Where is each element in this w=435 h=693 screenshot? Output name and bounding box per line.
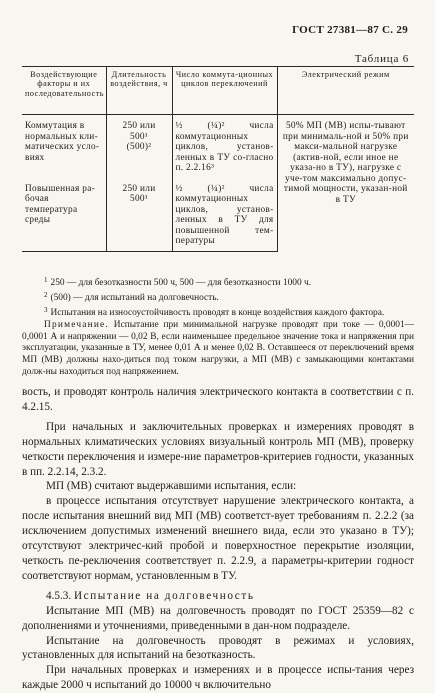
paragraph: Испытание на долговечность проводят в режимах и условиях, установленных для испытаний на безотказность.: [22, 634, 414, 662]
section-heading: [22, 589, 414, 604]
page-header: ГОСТ 27381—87 С. 29: [292, 24, 408, 36]
cell-mode: 50% МП (МВ) испы-тывают при минималь-ной и 50% при макси-мальной нагрузке (актив-ной, если иное не указа-но в ТУ), нагрузке с уче-том максимально допус-тимой мощности, указан-ной в ТУ: [277, 115, 414, 252]
paragraph: Испытание МП (МВ) на долговечность проводят по ГОСТ 25359—82 с дополнениями и уточнениями, приведенными в дан-ном подразделе.: [22, 604, 414, 632]
table-header-row: [22, 67, 414, 115]
footnote: [22, 304, 414, 319]
note-lead: Примечание.: [44, 320, 109, 330]
footnote-text: (500) — для испытаний на долговечность.: [50, 293, 219, 303]
table-note: [22, 320, 414, 379]
table-caption: Таблица 6: [354, 53, 409, 65]
header-cycles: Число коммута-ционных циклов переключений: [172, 67, 277, 115]
cell-cycles: ½ (¼)² числа коммутационных циклов, установ-ленных в ТУ для повышенной тем-пературы: [172, 174, 277, 252]
paragraph: вость, и проводят контроль наличия электрического контакта в соответствии с п. 4.2.15.: [22, 386, 414, 413]
footnote-text: 250 — для безотказности 500 ч, 500 — для безотказности 1000 ч.: [50, 278, 312, 288]
test-table: [22, 66, 414, 252]
paragraph: При начальных проверках и измерениях и в процессе испы-тания через каждые 2000 ч испытаний до 10000 ч включительно: [22, 664, 414, 692]
cell-factor: Повышенная ра-бочая температура среды: [22, 174, 106, 252]
section-title: Испытание на долговечность: [73, 589, 255, 602]
cell-cycles: ½ (¼)² числа коммутационных циклов, установ-ленных в ТУ со-гласно п. 2.2.16³: [172, 115, 277, 174]
paragraph: МП (МВ) считают выдержавшими испытания, если:: [46, 480, 297, 493]
paragraph: в процессе испытания отсутствует нарушение электрического контакта, а после испытания внешний вид МП (МВ) соответст-вует требованиям п. 2.2.2 (за исключением допустимых изменений внешнего вида, если это указано в ТУ); отсутствуют электричес-кий пробой и поверхностное перекрытие изоляции, четкость пе-реключения соответствует п. 2.2.9, а параметры-критерии годност соответствуют нормам, установленным в ТУ.: [22, 495, 414, 582]
footnote-text: Испытания на износоустойчивость проводят в конце воздействия каждого фактора.: [50, 308, 385, 318]
table-row: [22, 115, 414, 174]
body-text: [22, 385, 414, 693]
footnote-mark: 2: [44, 291, 48, 299]
note-text: Испытание при минимальной нагрузке проводят при токе — 0,0001—0,0001 А и напряжении — 0,02 В, если наименьшее предельное значение тока и напряжения при эксплуатации, указанные в ТУ, менее 0,01 А и менее 0,02 В. Оставшееся от переключений время МП (МВ) должны нахо-диться под током нагрузки, а МП (МВ) с замыкающими контактами долж-ны находиться под напряжением.: [22, 320, 415, 377]
header-mode: Электрический режим: [277, 67, 414, 115]
footnote-mark: 1: [44, 276, 48, 284]
footnotes: [22, 274, 414, 319]
paragraph: При начальных и заключительных проверках и измерениях проводят в нормальных климатических условиях визуальный контроль МП (МВ), проверку четкости переключения и измере-ние параметров-критериев годности, указанных в пп. 2.2.14, 2.3.2.: [22, 420, 414, 478]
footnote: [22, 274, 414, 289]
header-duration: Длительность воздействия, ч: [106, 67, 172, 115]
cell-duration: 250 или 500¹ (500)²: [106, 115, 172, 174]
cell-duration: 250 или 500¹: [106, 174, 172, 252]
section-number: 4.5.3.: [46, 589, 72, 602]
footnote-mark: 3: [44, 306, 48, 314]
header-factors: Воздействующие факторы и их последовательность: [22, 67, 106, 115]
cell-factor: Коммутация в нормальных кли-матических усло-виях: [25, 121, 100, 163]
footnote: [22, 289, 414, 304]
